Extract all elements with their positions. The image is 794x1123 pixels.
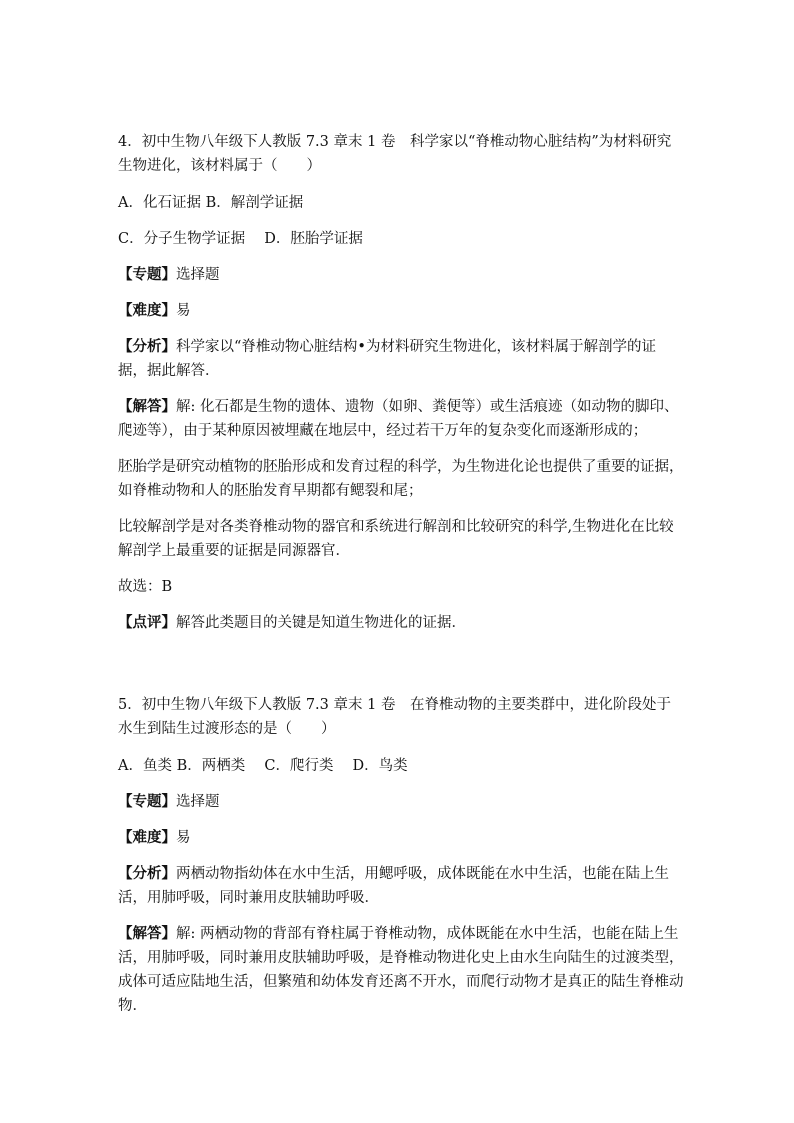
comment-tag: 【点评】 [118,614,176,631]
analysis-row [118,862,684,910]
difficulty-tag: 【难度】 [118,302,176,319]
difficulty-tag: 【难度】 [118,829,176,846]
options-line: C．分子生物学证据 D．胚胎学证据 [118,231,363,247]
answer-text: 解: 两栖动物的背部有脊柱属于脊椎动物，成体既能在水中生活，也能在陆上生活，用肺呼吸，同时兼用皮肤辅助呼吸，是脊椎动物进化史上由水生向陆生的过渡类型，成体可适应陆地生活，但繁殖和幼体发育还离不开水，而爬行动物才是真正的陆生脊椎动物． [118,926,684,1014]
answer-text: 解: 化石都是生物的遗体、遗物（如卵、粪便等）或生活痕迹（如动物的脚印、爬迹等），由于某种原因被埋藏在地层中，经过若干万年的复杂变化而逐渐形成的； [118,399,679,439]
difficulty-row [118,299,684,323]
topic-value: 选择题 [176,794,220,810]
difficulty-value: 易 [176,830,191,846]
topic-row [118,790,684,814]
answer-paragraph: 胚胎学是研究动植物的胚胎形成和发育过程的科学，为生物进化论也提供了重要的证据，如脊椎动物和人的胚胎发育早期都有鳃裂和尾； [118,459,684,499]
question-5 [118,693,684,1018]
topic-value: 选择题 [176,267,220,283]
choice-row: 故选：B [118,579,173,595]
analysis-tag: 【分析】 [118,338,176,355]
analysis-row [118,335,684,383]
answer-paragraph: 比较解剖学是对各类脊椎动物的器官和系统进行解剖和比较研究的科学,生物进化在比较解剖学上最重要的证据是同源器官． [118,519,674,559]
topic-row [118,263,684,287]
options-line: A．化石证据 B．解剖学证据 [118,195,304,211]
answer-row [118,395,684,443]
topic-tag: 【专题】 [118,266,176,283]
answer-tag: 【解答】 [118,925,176,942]
options-line: A．鱼类 B．两栖类 C．爬行类 D．鸟类 [118,758,408,774]
analysis-tag: 【分析】 [118,865,176,882]
topic-tag: 【专题】 [118,793,176,810]
comment-text: 解答此类题目的关键是知道生物进化的证据． [176,615,466,631]
comment-row [118,611,684,635]
question-stem: 5．初中生物八年级下人教版 7.3 章末 1 卷 在脊椎动物的主要类群中，进化阶段处于水生到陆生过渡形态的是（ ） [118,697,671,737]
analysis-text: 科学家以“脊椎动物心脏结构•为材料研究生物进化，该材料属于解剖学的证据，据此解答． [118,339,656,379]
answer-tag: 【解答】 [118,398,176,415]
document-page [118,130,684,1030]
analysis-text: 两栖动物指幼体在水中生活，用鳃呼吸，成体既能在水中生活，也能在陆上生活，用肺呼吸，同时兼用皮肤辅助呼吸． [118,866,669,906]
question-4 [118,130,684,635]
difficulty-row [118,826,684,850]
question-stem: 4．初中生物八年级下人教版 7.3 章末 1 卷 科学家以“脊椎动物心脏结构”为材料研究生物进化，该材料属于（ ） [118,134,672,174]
difficulty-value: 易 [176,303,191,319]
answer-row [118,922,684,1018]
